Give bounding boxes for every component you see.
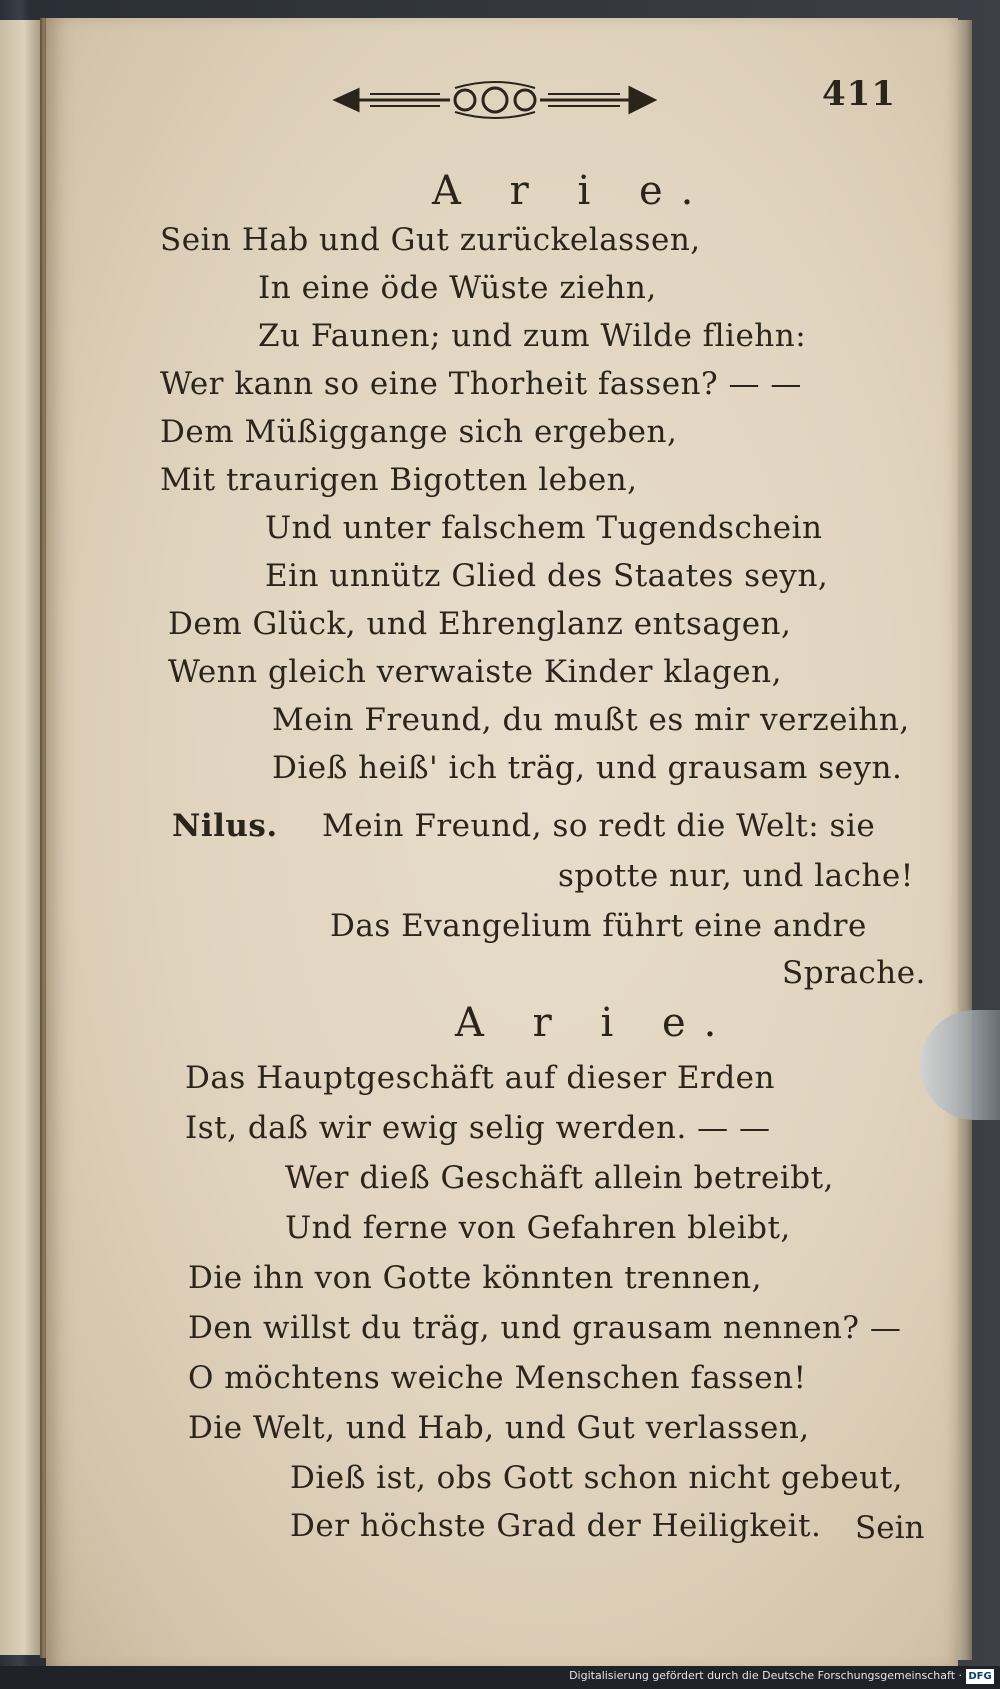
verse-line: Der höchste Grad der Heiligkeit. [290, 1508, 822, 1544]
verse-line: Ein unnütz Glied des Staates seyn, [265, 558, 829, 594]
aria-heading: A r i e. [455, 1000, 735, 1046]
verse-line: Die Welt, und Hab, und Gut verlassen, [188, 1410, 810, 1446]
verse-line: Mit traurigen Bigotten leben, [160, 462, 638, 498]
verse-line: O möchtens weiche Menschen fassen! [188, 1360, 807, 1396]
footer-bar [0, 1666, 1000, 1689]
aria-heading: A r i e. [432, 168, 712, 214]
verse-line: Und ferne von Gefahren bleibt, [285, 1210, 791, 1246]
verse-line: Dieß ist, obs Gott schon nicht gebeut, [290, 1460, 904, 1496]
verse-line: Das Hauptgeschäft auf dieser Erden [185, 1060, 775, 1096]
speech-line: Das Evangelium führt eine andre [330, 908, 867, 944]
verse-line: Die ihn von Gotte könnten trennen, [188, 1260, 762, 1296]
verse-line: Sein Hab und Gut zurückelassen, [160, 222, 701, 258]
verse-line: Zu Faunen; und zum Wilde fliehn: [258, 318, 807, 354]
speech-line: Sprache. [782, 955, 926, 991]
speech-line: Mein Freund, so redt die Welt: sie [322, 808, 876, 844]
dfg-logo: DFG [966, 1669, 994, 1684]
verse-line: Dem Müßiggange sich ergeben, [160, 414, 678, 450]
verse-line: Dem Glück, und Ehrenglanz entsagen, [168, 606, 792, 642]
speaker-name: Nilus. [172, 808, 278, 844]
catchword: Sein [855, 1510, 925, 1546]
verse-line: Ist, daß wir ewig selig werden. — — [185, 1110, 771, 1146]
verse-line: Wer dieß Geschäft allein betreibt, [285, 1160, 834, 1196]
verse-line: Wenn gleich verwaiste Kinder klagen, [168, 654, 782, 690]
verse-line: In eine öde Wüste ziehn, [258, 270, 657, 306]
verse-line: Wer kann so eine Thorheit fassen? — — [160, 366, 802, 402]
speech-line: spotte nur, und lache! [558, 858, 914, 894]
verse-line: Und unter falschem Tugendschein [265, 510, 823, 546]
left-page-edge [0, 20, 42, 1655]
verse-line: Dieß heiß' ich träg, und grausam seyn. [272, 750, 903, 786]
page-edge [958, 20, 972, 1660]
ornament-icon [330, 78, 660, 122]
funding-credit: Digitalisierung gefördert durch die Deutsche Forschungsgemeinschaft · [569, 1669, 962, 1682]
verse-line: Mein Freund, du mußt es mir verzeihn, [272, 702, 910, 738]
verse-line: Den willst du träg, und grausam nennen? — [188, 1310, 902, 1346]
page-number: 411 [822, 74, 896, 114]
